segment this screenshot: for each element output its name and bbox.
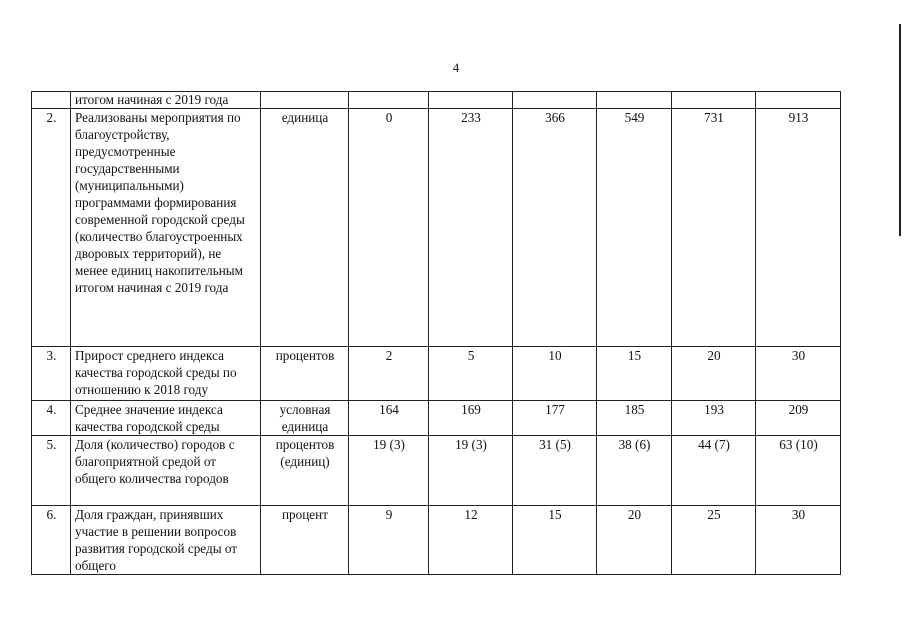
indicator-name: Среднее значение индекса качества городской среды	[71, 401, 261, 436]
value-cell: 12	[429, 506, 513, 575]
value-cell: 44 (7)	[672, 436, 756, 506]
value-cell: 233	[429, 109, 513, 347]
row-number	[32, 92, 71, 109]
value-cell: 177	[513, 401, 597, 436]
value-cell: 63 (10)	[756, 436, 841, 506]
row-number: 3.	[32, 347, 71, 401]
value-cell: 209	[756, 401, 841, 436]
value-cell: 25	[672, 506, 756, 575]
value-cell	[597, 92, 672, 109]
indicator-name: итогом начиная с 2019 года	[71, 92, 261, 109]
value-cell: 185	[597, 401, 672, 436]
value-cell: 20	[597, 506, 672, 575]
table-row	[32, 506, 841, 575]
value-cell	[672, 92, 756, 109]
value-cell: 30	[756, 506, 841, 575]
value-cell: 15	[513, 506, 597, 575]
unit-cell: условная единица	[261, 401, 349, 436]
table-row	[32, 347, 841, 401]
value-cell: 366	[513, 109, 597, 347]
value-cell: 30	[756, 347, 841, 401]
value-cell: 19 (3)	[429, 436, 513, 506]
unit-cell: процентов	[261, 347, 349, 401]
value-cell	[513, 92, 597, 109]
unit-cell	[261, 92, 349, 109]
value-cell: 20	[672, 347, 756, 401]
row-number: 4.	[32, 401, 71, 436]
value-cell: 2	[349, 347, 429, 401]
value-cell: 169	[429, 401, 513, 436]
table-row	[32, 109, 841, 347]
row-number: 2.	[32, 109, 71, 347]
table-row	[32, 92, 841, 109]
value-cell: 731	[672, 109, 756, 347]
table-row	[32, 436, 841, 506]
value-cell: 913	[756, 109, 841, 347]
row-number: 6.	[32, 506, 71, 575]
value-cell: 5	[429, 347, 513, 401]
table-row	[32, 401, 841, 436]
page-number: 4	[452, 60, 460, 75]
value-cell: 31 (5)	[513, 436, 597, 506]
value-cell: 15	[597, 347, 672, 401]
indicator-name: Прирост среднего индекса качества городской среды по отношению к 2018 году	[71, 347, 261, 401]
unit-cell: единица	[261, 109, 349, 347]
row-number: 5.	[32, 436, 71, 506]
value-cell: 164	[349, 401, 429, 436]
value-cell	[429, 92, 513, 109]
value-cell	[349, 92, 429, 109]
value-cell	[756, 92, 841, 109]
unit-cell: процентов (единиц)	[261, 436, 349, 506]
indicator-name: Реализованы мероприятия по благоустройству, предусмотренные государственными (муниципальными) программами формирования современной городской среды (количество благоустроенных дворовых территорий), не менее единиц накопительным итогом начиная с 2019 года	[71, 109, 261, 347]
scan-edge-mark	[899, 24, 901, 236]
value-cell: 0	[349, 109, 429, 347]
indicators-table	[31, 91, 841, 575]
unit-cell: процент	[261, 506, 349, 575]
value-cell: 9	[349, 506, 429, 575]
value-cell: 19 (3)	[349, 436, 429, 506]
value-cell: 38 (6)	[597, 436, 672, 506]
indicator-name: Доля граждан, принявших участие в решении вопросов развития городской среды от общего	[71, 506, 261, 575]
value-cell: 549	[597, 109, 672, 347]
value-cell: 193	[672, 401, 756, 436]
indicator-name: Доля (количество) городов с благоприятной средой от общего количества городов	[71, 436, 261, 506]
value-cell: 10	[513, 347, 597, 401]
